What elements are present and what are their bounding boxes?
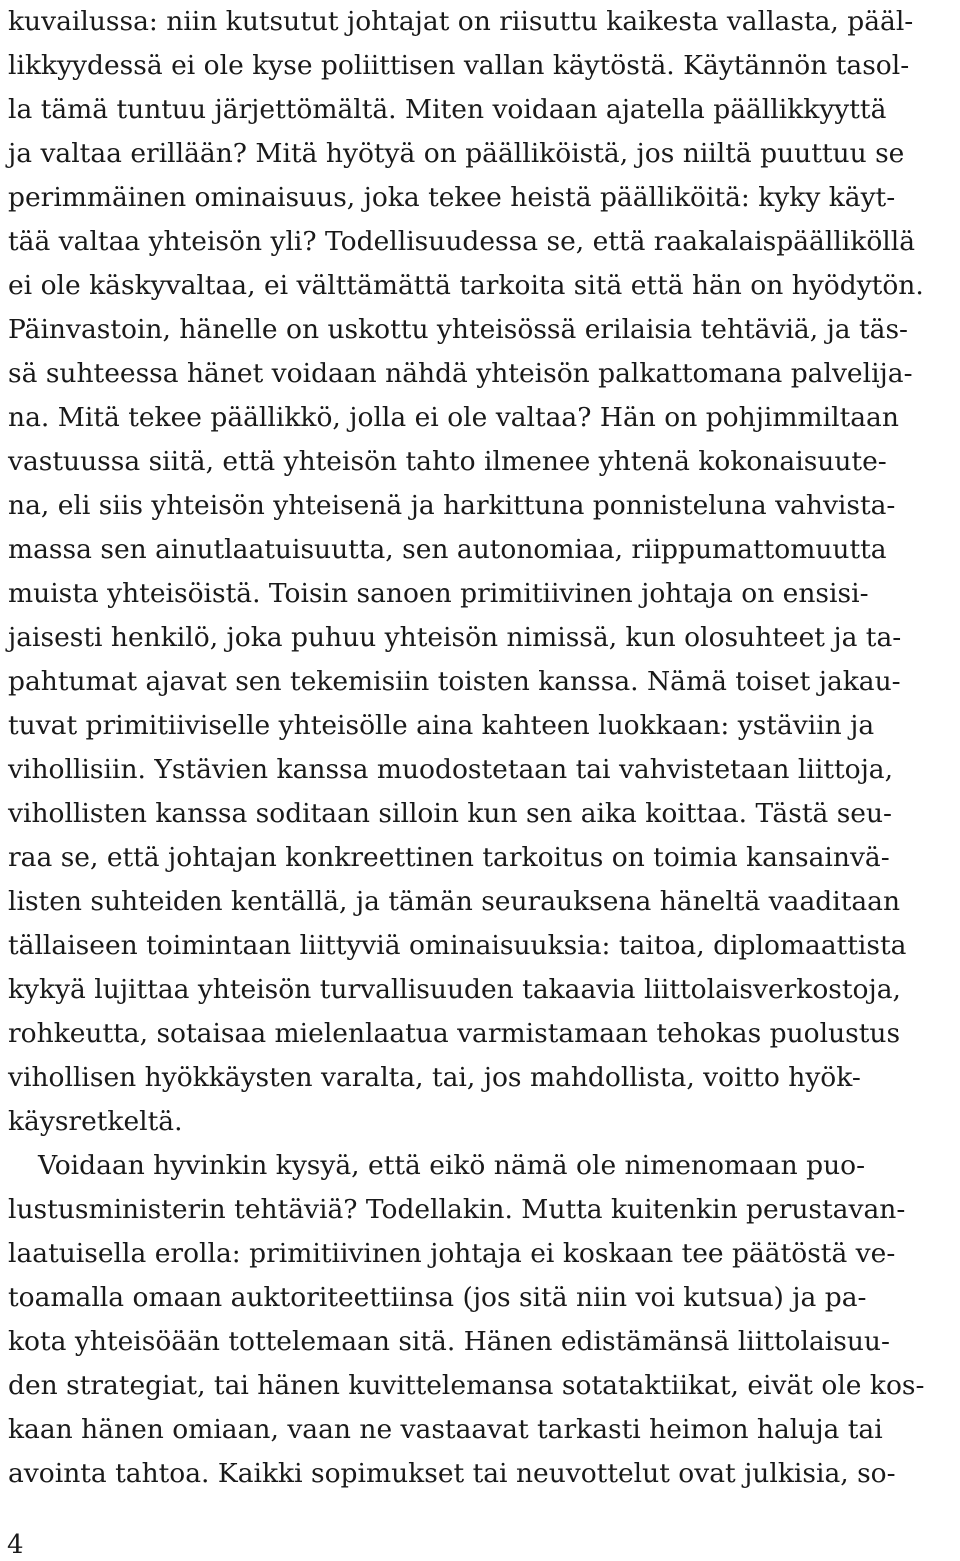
text-line: vihollisiin. Ystävien kanssa muodostetaan tai vahvistetaan liittoja, [8, 754, 894, 785]
text-line: kykyä lujittaa yhteisön turvallisuuden takaavia liittolaisverkostoja, [8, 974, 901, 1005]
text-line: rohkeutta, sotaisaa mielenlaatua varmistamaan tehokas puolustus [8, 1018, 901, 1049]
text-line: vihollisen hyökkäysten varalta, tai, jos mahdollista, voitto hyök- [8, 1062, 861, 1093]
text-line: vihollisten kanssa soditaan silloin kun sen aika koittaa. Tästä seu- [8, 798, 892, 829]
text-line: pahtumat ajavat sen tekemisiin toisten kanssa. Nämä toiset jakau- [8, 666, 901, 697]
text-line: kaan hänen omiaan, vaan ne vastaavat tarkasti heimon haluja tai [8, 1414, 883, 1445]
text-line: tuvat primitiiviselle yhteisölle aina kahteen luokkaan: ystäviin ja [8, 710, 875, 741]
text-line: kuvailussa: niin kutsutut johtajat on riisuttu kaikesta vallasta, pääl- [8, 6, 914, 37]
text-line: avointa tahtoa. Kaikki sopimukset tai neuvottelut ovat julkisia, so- [8, 1458, 896, 1489]
text-line: laatuisella erolla: primitiivinen johtaja ei koskaan tee päätöstä ve- [8, 1238, 896, 1269]
text-line: Päinvastoin, hänelle on uskottu yhteisössä erilaisia tehtäviä, ja täs- [8, 314, 909, 345]
text-line: ja valtaa erillään? Mitä hyötyä on päälliköistä, jos niiltä puuttuu se [8, 138, 905, 169]
text-line: raa se, että johtajan konkreettinen tarkoitus on toimia kansainvä- [8, 842, 890, 873]
text-line: na, eli siis yhteisön yhteisenä ja harkittuna ponnisteluna vahvista- [8, 490, 896, 521]
text-line: käysretkeltä. [8, 1106, 183, 1137]
text-line: massa sen ainutlaatuisuutta, sen autonomiaa, riippumattomuutta [8, 534, 887, 565]
text-line: sä suhteessa hänet voidaan nähdä yhteisön palkattomana palvelija- [8, 358, 913, 389]
text-line: tällaiseen toimintaan liittyviä ominaisuuksia: taitoa, diplomaattista [8, 930, 907, 961]
text-line: lustusministerin tehtäviä? Todellakin. Mutta kuitenkin perustavan- [8, 1194, 906, 1225]
text-line: vastuussa siitä, että yhteisön tahto ilmenee yhtenä kokonaisuute- [8, 446, 887, 477]
text-line: ei ole käskyvaltaa, ei välttämättä tarkoita sitä että hän on hyödytön. [8, 270, 924, 301]
text-line: toamalla omaan auktoriteettiinsa (jos sitä niin voi kutsua) ja pa- [8, 1282, 867, 1313]
text-line: tää valtaa yhteisön yli? Todellisuudessa se, että raakalaispäälliköllä [8, 226, 916, 257]
text-line: la tämä tuntuu järjettömältä. Miten voidaan ajatella päällikkyyttä [8, 94, 887, 125]
text-line: listen suhteiden kentällä, ja tämän seurauksena häneltä vaaditaan [8, 886, 901, 917]
text-line: den strategiat, tai hänen kuvittelemansa sotataktiikat, eivät ole kos- [8, 1370, 925, 1401]
page-number: 4 [7, 1530, 24, 1560]
text-line: Voidaan hyvinkin kysyä, että eikö nämä ole nimenomaan puo- [38, 1150, 866, 1181]
text-line: na. Mitä tekee päällikkö, jolla ei ole valtaa? Hän on pohjimmiltaan [8, 402, 899, 433]
text-line: kota yhteisöään tottelemaan sitä. Hänen edistämänsä liittolaisuu- [8, 1326, 890, 1357]
text-line: jaisesti henkilö, joka puhuu yhteisön nimissä, kun olosuhteet ja ta- [8, 622, 902, 653]
text-line: perimmäinen ominaisuus, joka tekee heistä päälliköitä: kyky käyt- [8, 182, 896, 213]
text-line: likkyydessä ei ole kyse poliittisen vallan käytöstä. Käytännön tasol- [8, 50, 910, 81]
text-line: muista yhteisöistä. Toisin sanoen primitiivinen johtaja on ensisi- [8, 578, 869, 609]
